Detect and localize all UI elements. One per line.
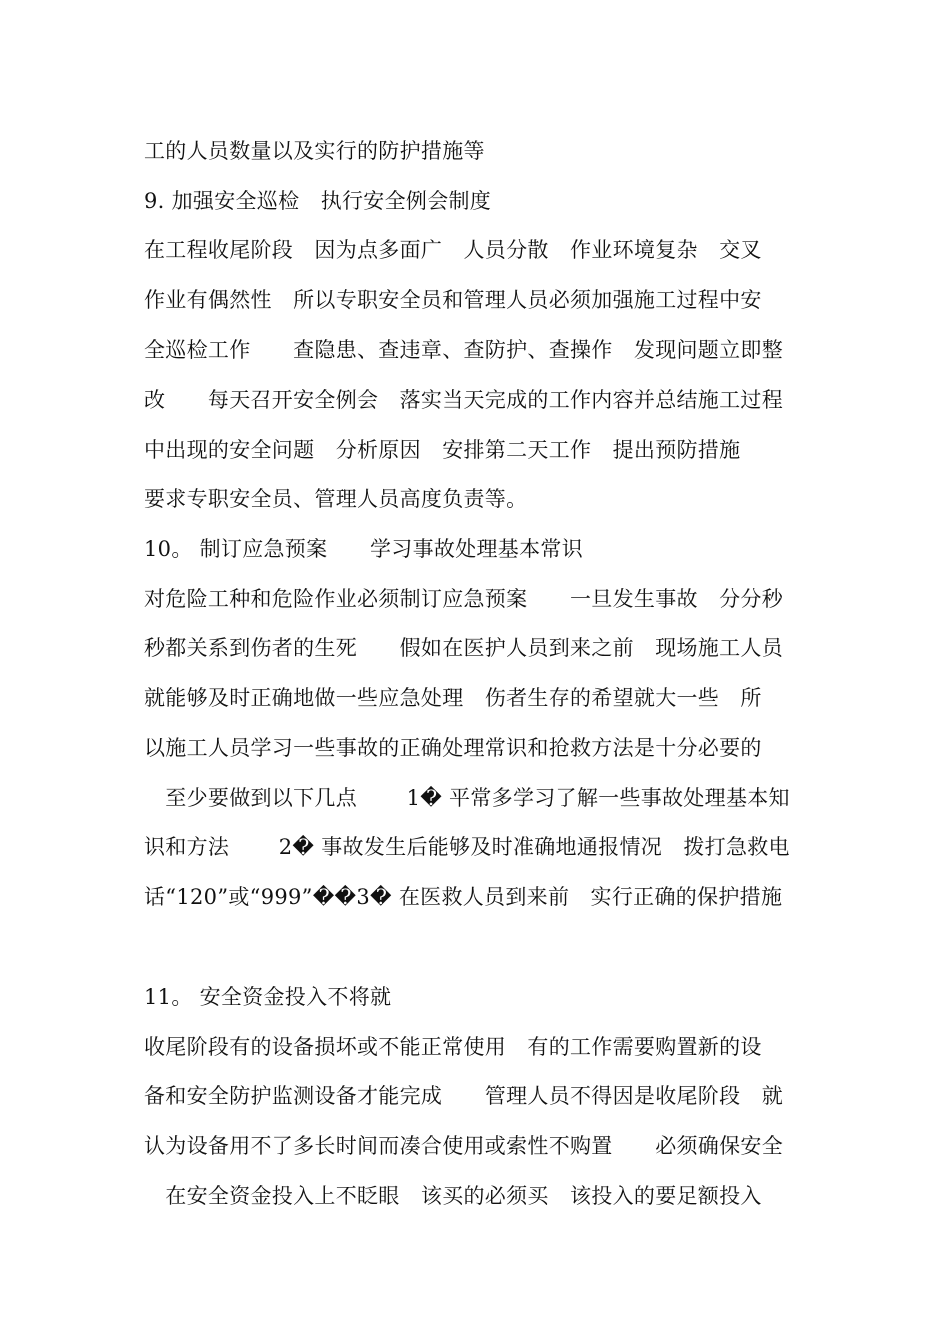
- text-line: 以施工人员学习一些事故的正确处理常识和抢救方法是十分必要的: [144, 736, 762, 760]
- text-line: 中出现的安全问题 分析原因 安排第二天工作 提出预防措施: [144, 438, 741, 462]
- text-line: 收尾阶段有的设备损坏或不能正常使用 有的工作需要购置新的设: [144, 1035, 762, 1059]
- text-line: 认为设备用不了多长时间而凑合使用或索性不购置 必须确保安全: [144, 1134, 783, 1158]
- text-line: 就能够及时正确地做一些应急处理 伤者生存的希望就大一些 所: [144, 686, 762, 710]
- heading-section-10: 10。 制订应急预案 学习事故处理基本常识: [144, 537, 583, 561]
- text-line: 工的人员数量以及实行的防护措施等: [144, 139, 485, 163]
- text-line: 话“120”或“999”��3� 在医救人员到来前 实行正确的保护措施: [144, 885, 783, 909]
- text-line: 备和安全防护监测设备才能完成 管理人员不得因是收尾阶段 就: [144, 1084, 783, 1108]
- text-line: 至少要做到以下几点 1� 平常多学习了解一些事故处理基本知: [144, 786, 790, 810]
- text-line: 改 每天召开安全例会 落实当天完成的工作内容并总结施工过程: [144, 388, 783, 412]
- heading-section-9: 9. 加强安全巡检 执行安全例会制度: [144, 189, 492, 213]
- text-line: 对危险工种和危险作业必须制订应急预案 一旦发生事故 分分秒: [144, 587, 783, 611]
- text-line: 识和方法 2� 事故发生后能够及时准确地通报情况 拨打急救电: [144, 835, 790, 859]
- heading-section-11: 11。 安全资金投入不将就: [144, 985, 392, 1009]
- text-line: 要求专职安全员、管理人员高度负责等。: [144, 487, 528, 511]
- text-line: 全巡检工作 查隐患、查违章、查防护、查操作 发现问题立即整: [144, 338, 783, 362]
- text-line: 作业有偶然性 所以专职安全员和管理人员必须加强施工过程中安: [144, 288, 762, 312]
- text-line: 秒都关系到伤者的生死 假如在医护人员到来之前 现场施工人员: [144, 636, 783, 660]
- text-line: 在工程收尾阶段 因为点多面广 人员分散 作业环境复杂 交叉: [144, 238, 762, 262]
- text-line: 在安全资金投入上不眨眼 该买的必须买 该投入的要足额投入: [144, 1184, 762, 1208]
